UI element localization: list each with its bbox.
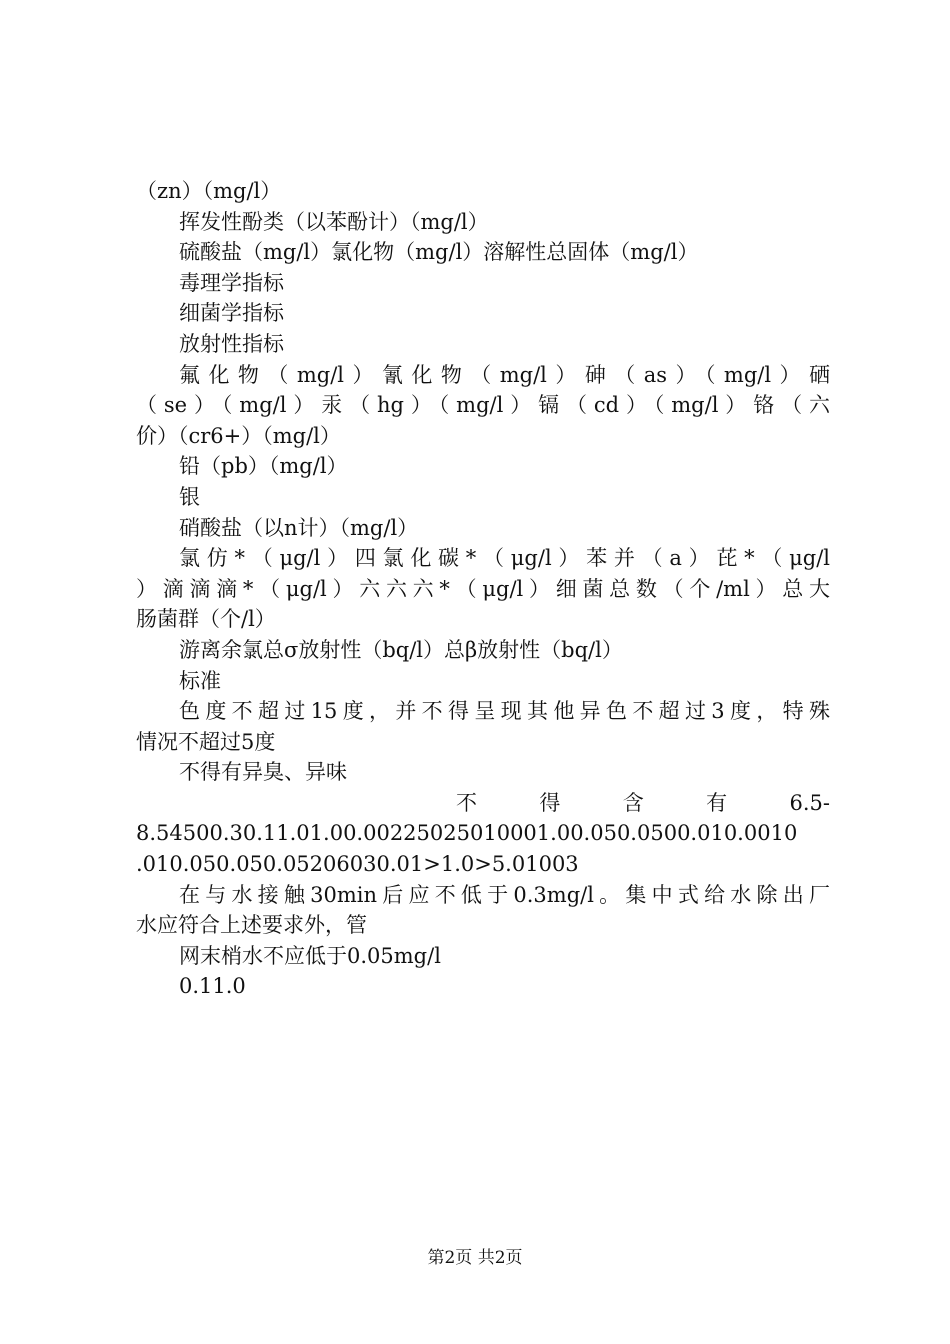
text-line: 不得有异臭、异味 <box>179 760 347 785</box>
text-line: 8.54500.30.11.01.00.00225025010001.00.050.0500.010.0010 <box>136 821 798 846</box>
text-line: （se）（mg/l）汞（hg）（mg/l）镉（cd）（mg/l）铬（六 <box>136 393 830 418</box>
text-line: 游离余氯总σ放射性（bq/l）总β放射性（bq/l） <box>179 637 623 662</box>
section-heading-radioactivity: 放射性指标 <box>179 331 284 356</box>
section-heading-toxicology: 毒理学指标 <box>179 270 284 295</box>
text-line: 网末梢水不应低于0.05mg/l <box>179 943 441 968</box>
text-line: 色度不超过15度，并不得呈现其他异色不超过3度，特殊 <box>179 699 830 724</box>
page-number-footer: 第2页 共2页 <box>427 1248 523 1268</box>
text-line: 在与水接触30min后应不低于0.3mg/l。集中式给水除出厂 <box>179 882 830 907</box>
text-line: （zn）（mg/l） <box>136 179 282 203</box>
spread-word: 得 <box>539 790 561 815</box>
text-line: .010.050.050.05206030.01>1.0>5.01003 <box>136 852 579 877</box>
text-line: 铅（pb）（mg/l） <box>179 454 348 479</box>
text-line: 氟化物（mg/l）氰化物（mg/l）砷（as）（mg/l）硒 <box>179 362 830 387</box>
spread-line <box>136 788 830 819</box>
text-line: ）滴滴滴*（μg/l）六六六*（μg/l）细菌总数（个/ml）总大 <box>136 576 830 601</box>
text-line: 氯仿*（μg/l）四氯化碳*（μg/l）苯并（a）芘*（μg/l <box>179 546 830 571</box>
text-line: 银 <box>179 484 200 509</box>
document-body <box>136 176 830 1002</box>
text-line: 水应符合上述要求外，管 <box>136 913 367 938</box>
text-line: 硝酸盐（以n计）（mg/l） <box>179 515 419 540</box>
text-line: 挥发性酚类（以苯酚计）（mg/l） <box>179 209 489 234</box>
spread-word: 6.5- <box>789 790 830 815</box>
spread-word: 不 <box>456 790 477 815</box>
spread-word: 有 <box>706 790 728 815</box>
spread-word: 含 <box>622 790 644 815</box>
text-line: 硫酸盐（mg/l）氯化物（mg/l）溶解性总固体（mg/l） <box>179 240 699 265</box>
text-line: 情况不超过5度 <box>136 729 276 754</box>
text-line: 0.11.0 <box>179 974 246 999</box>
text-line: 肠菌群（个/l） <box>136 607 276 632</box>
text-line: 价）（cr6+）（mg/l） <box>136 423 341 448</box>
section-heading-bacteriology: 细菌学指标 <box>179 301 284 326</box>
section-heading-standard: 标准 <box>179 668 221 693</box>
